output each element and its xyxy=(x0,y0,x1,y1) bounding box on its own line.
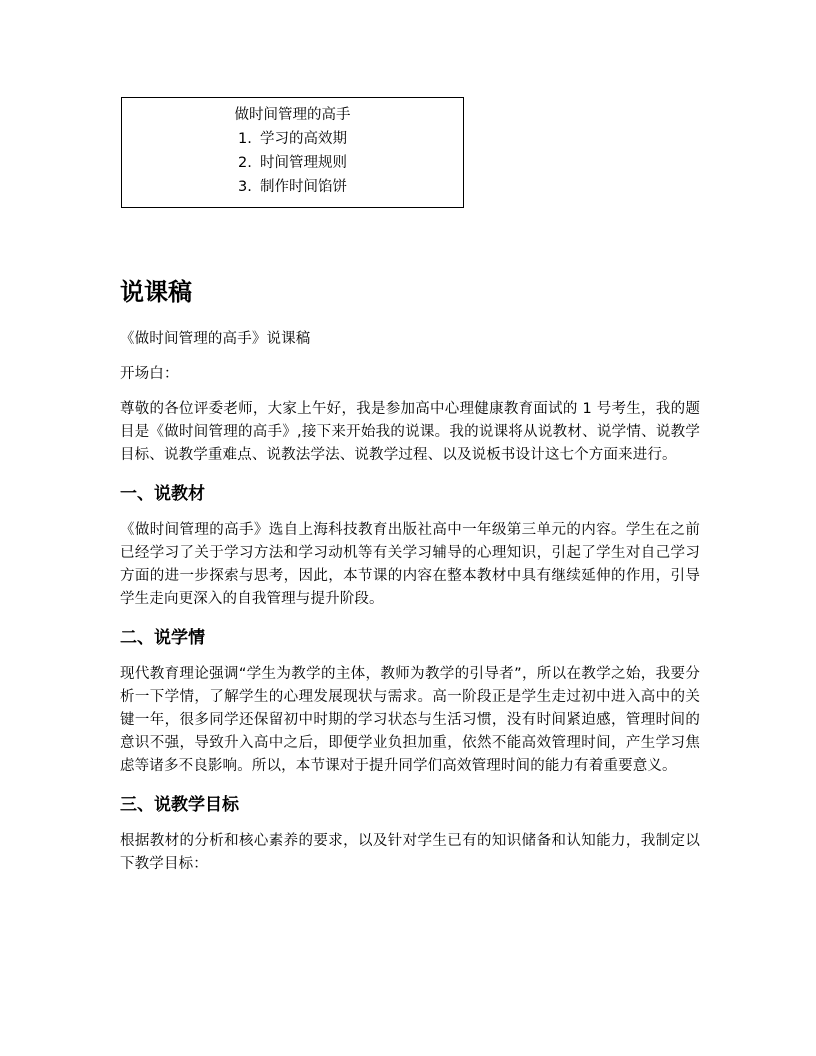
outline-item-text: 制作时间馅饼 xyxy=(260,179,347,195)
section-heading-student-analysis: 二、说学情 xyxy=(120,628,205,648)
outline-item-text: 学习的高效期 xyxy=(260,131,347,147)
outline-item-number: 1. xyxy=(238,131,252,147)
section-paragraph-teaching-goals: 根据教材的分析和核心素养的要求，以及针对学生已有的知识储备和认知能力，我制定以下教学目标： xyxy=(120,833,700,872)
document-title: 说课稿 xyxy=(120,278,192,306)
opening-label: 开场白： xyxy=(120,366,179,382)
section-paragraph-textbook: 《做时间管理的高手》选自上海科技教育出版社高中一年级第三单元的内容。学生在之前已经学习了关于学习方法和学习动机等有关学习辅导的心理知识，引起了学生对自己学习方面的进一步探索与思考，因此，本节课的内容在整本教材中具有继续延伸的作用，引导学生走向更深入的自我管理与提升阶段。 xyxy=(120,522,700,607)
outline-item xyxy=(122,127,463,151)
section-paragraph-student-analysis: 现代教育理论强调“学生为教学的主体，教师为教学的引导者”，所以在教学之始，我要分析一下学情，了解学生的心理发展现状与需求。高一阶段正是学生走过初中进入高中的关键一年，很多同学还保留初中时期的学习状态与生活习惯，没有时间紧迫感，管理时间的意识不强，导致升入高中之后，即便学业负担加重，依然不能高效管理时间，产生学习焦虑等诸多不良影响。所以，本节课对于提升同学们高效管理时间的能力有着重要意义。 xyxy=(120,666,700,774)
outline-item-number: 2. xyxy=(238,155,252,171)
document-body xyxy=(120,276,700,876)
outline-item xyxy=(122,175,463,199)
outline-box xyxy=(121,97,464,208)
outline-item-text: 时间管理规则 xyxy=(260,155,347,171)
outline-list xyxy=(122,127,463,199)
outline-title: 做时间管理的高手 xyxy=(234,107,351,123)
document-subtitle: 《做时间管理的高手》说课稿 xyxy=(120,331,311,347)
outline-item-number: 3. xyxy=(238,179,252,195)
outline-item xyxy=(122,151,463,175)
section-heading-textbook: 一、说教材 xyxy=(120,484,205,504)
opening-paragraph: 尊敬的各位评委老师，大家上午好，我是参加高中心理健康教育面试的 1 号考生，我的题目是《做时间管理的高手》,接下来开始我的说课。我的说课将从说教材、说学情、说教学目标、说教学重难点、说教法学法、说教学过程、以及说板书设计这七个方面来进行。 xyxy=(120,401,700,463)
section-heading-teaching-goals: 三、说教学目标 xyxy=(120,795,239,815)
